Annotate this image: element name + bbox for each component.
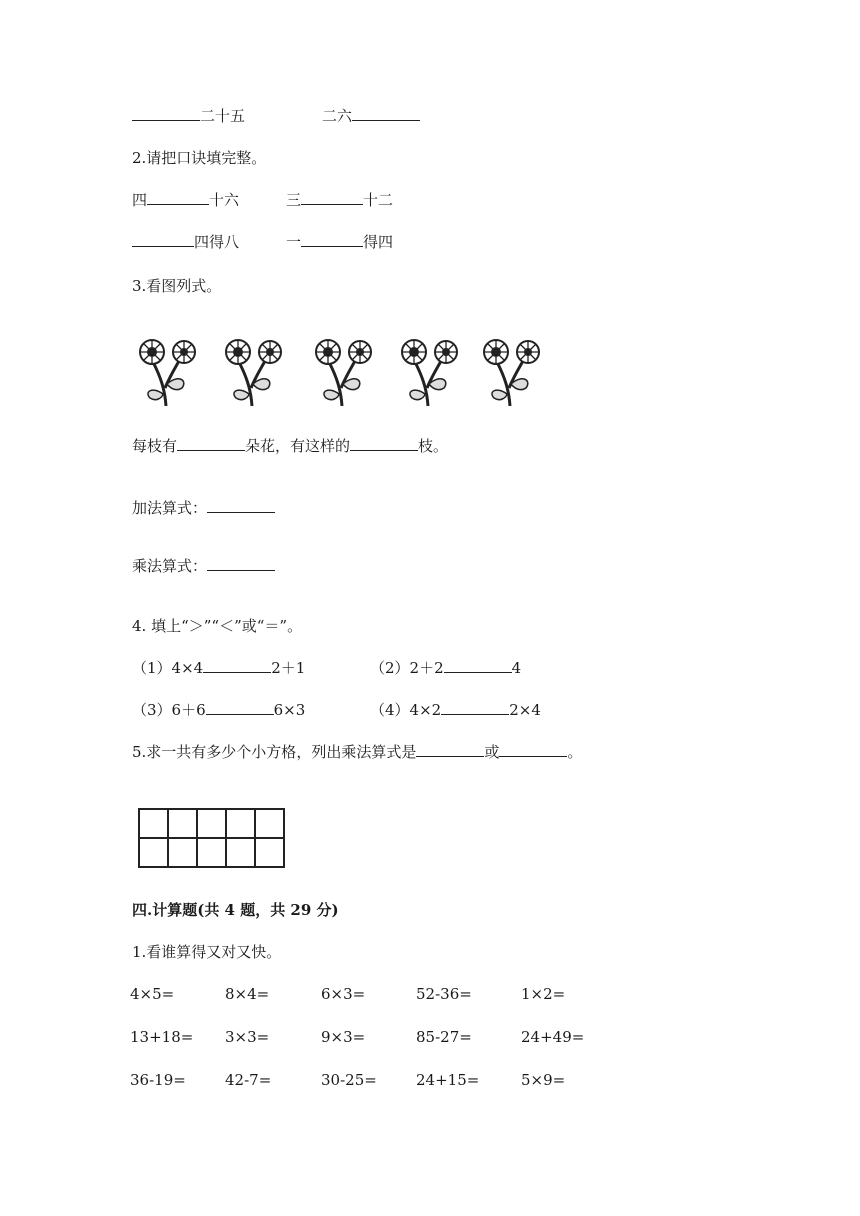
grid-cell <box>168 809 197 838</box>
q2-title: 2.请把口诀填完整。 <box>132 149 267 167</box>
answer-blank[interactable] <box>301 190 363 205</box>
q4-title: 4. 填上“＞”“＜”或“＝”。 <box>132 617 303 635</box>
flower-5 <box>484 340 539 406</box>
calc-item[interactable]: 24+49= <box>521 1028 585 1046</box>
section-4-title: 四.计算题(共 4 题，共 29 分) <box>132 901 339 919</box>
calc-item[interactable]: 13+18= <box>130 1028 194 1046</box>
grid-cell <box>226 809 255 838</box>
calc-item[interactable]: 52-36= <box>416 985 472 1003</box>
q2-item-3: 四得八 <box>132 232 239 252</box>
q4-item-2: （2）2＋2 4 <box>370 659 522 677</box>
grid-cell <box>255 809 284 838</box>
fill-line-1-left: 二十五 <box>132 106 245 126</box>
grid-cell <box>226 838 255 867</box>
flower-3 <box>316 340 371 406</box>
q2-item-1: 四 十六 <box>132 191 240 209</box>
answer-blank[interactable] <box>499 742 567 757</box>
answer-blank[interactable] <box>416 742 484 757</box>
answer-blank[interactable] <box>301 232 363 247</box>
calc-item[interactable]: 85-27= <box>416 1028 472 1046</box>
calc-item[interactable]: 1×2= <box>521 985 566 1003</box>
calc-item[interactable]: 9×3= <box>321 1028 366 1046</box>
answer-blank[interactable] <box>207 556 275 571</box>
flower-2 <box>226 340 281 406</box>
answer-blank[interactable] <box>132 232 194 247</box>
q5-question: 5.求一共有多少个小方格，列出乘法算式是 或 。 <box>132 743 583 761</box>
grid-cell <box>255 838 284 867</box>
flower-4 <box>402 340 457 406</box>
q2-item-4: 一 得四 <box>286 233 394 251</box>
square-grid <box>138 808 285 868</box>
calc-item[interactable]: 24+15= <box>416 1071 480 1089</box>
calc-item[interactable]: 4×5= <box>130 985 175 1003</box>
answer-blank[interactable] <box>444 658 512 673</box>
grid-cell <box>168 838 197 867</box>
flowers-illustration <box>132 332 552 412</box>
answer-blank[interactable] <box>207 498 275 513</box>
answer-blank[interactable] <box>132 106 200 121</box>
answer-blank[interactable] <box>203 658 271 673</box>
q3-title: 3.看图列式。 <box>132 277 222 295</box>
section-4-q1-title: 1.看谁算得又对又快。 <box>132 943 282 961</box>
q4-item-1: （1）4×4 2＋1 <box>132 659 306 677</box>
q3-multiplication: 乘法算式： <box>132 556 275 576</box>
q3-sentence: 每枝有 朵花，有这样的 枝。 <box>132 437 449 455</box>
grid-cell <box>139 809 168 838</box>
answer-blank[interactable] <box>352 106 420 121</box>
answer-blank[interactable] <box>350 436 418 451</box>
calc-item[interactable]: 36-19= <box>130 1071 186 1089</box>
calc-item[interactable]: 42-7= <box>225 1071 272 1089</box>
q4-item-4: （4）4×2 2×4 <box>370 701 541 719</box>
calc-item[interactable]: 30-25= <box>321 1071 377 1089</box>
fill-line-1-right: 二六 <box>322 106 420 126</box>
grid-cell <box>197 838 226 867</box>
answer-blank[interactable] <box>206 700 274 715</box>
answer-blank[interactable] <box>147 190 209 205</box>
answer-blank[interactable] <box>177 436 245 451</box>
grid-cell <box>197 809 226 838</box>
calc-item[interactable]: 6×3= <box>321 985 366 1003</box>
q4-item-3: （3）6＋6 6×3 <box>132 701 306 719</box>
grid-cell <box>139 838 168 867</box>
calc-item[interactable]: 5×9= <box>521 1071 566 1089</box>
calc-item[interactable]: 3×3= <box>225 1028 270 1046</box>
answer-blank[interactable] <box>441 700 509 715</box>
flower-1 <box>140 340 195 406</box>
q2-item-2: 三 十二 <box>286 191 394 209</box>
calc-item[interactable]: 8×4= <box>225 985 270 1003</box>
q3-addition: 加法算式： <box>132 498 275 518</box>
